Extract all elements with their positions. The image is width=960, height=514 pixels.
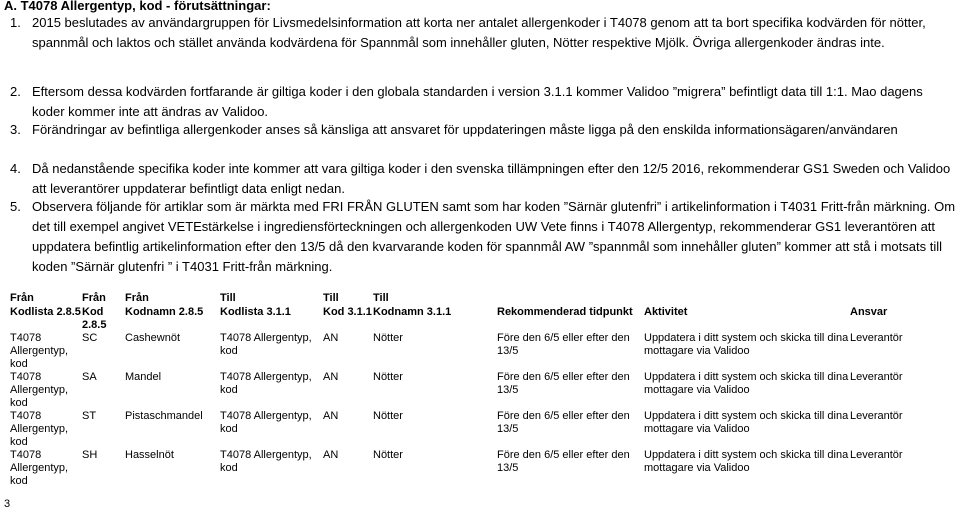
- list-text: Observera följande för artiklar som är märkta med FRI FRÅN GLUTEN samt som har koden ”Särnär glutenfri” i artikelinformation i T4031 Fritt-från märkning. Om det till exempel angivet VETEstärkelse i ingrediensförteckningen och allergenkoden UW Vete finns i T4078 Allergentyp, rekommenderar GS1 leverantören att uppdatera befintlig artikelinformation efter den 13/5 då den kvarvarande koden för spannmål AW ”spannmål som innehåller gluten” kommer att stå i motsats till koden ”Särnär glutenfri ” i T4031 Fritt-från märkning.: [32, 199, 956, 274]
- table-row: [10, 410, 916, 449]
- list-item: [10, 159, 956, 199]
- header-cell: Ansvar: [850, 306, 888, 318]
- table-cell: Hasselnöt: [125, 449, 174, 461]
- header-cell: Kodnamn 3.1.1: [373, 306, 452, 318]
- header-cell: Kod 2.8.5: [82, 306, 107, 331]
- table-row: [10, 449, 916, 488]
- header-cell: Till: [323, 292, 339, 304]
- list-item: [10, 120, 956, 140]
- table-cell: AN: [323, 332, 339, 344]
- table-cell: SH: [82, 449, 98, 461]
- list-item: [10, 197, 956, 277]
- header-cell: [644, 292, 850, 306]
- table-cell: Nötter: [373, 410, 403, 422]
- table-cell: Nötter: [373, 449, 403, 461]
- header-cell: Rekommenderad tidpunkt: [497, 306, 633, 318]
- table-cell: Uppdatera i ditt system och skicka till dina mottagare via Validoo: [644, 449, 849, 474]
- header-cell: [850, 292, 916, 306]
- list-text: Eftersom dessa kodvärden fortfarande är giltiga koder i den globala standarden i version 3.1.1 kommer Validoo ”migrera” befintligt data till 1:1. Mao dagens koder kommer inte att ändras av Validoo.: [32, 84, 923, 119]
- section-heading: A. T4078 Allergentyp, kod - förutsättningar:: [4, 0, 271, 13]
- list-number: 2.: [10, 84, 21, 99]
- list-text: Då nedanstående specifika koder inte kommer att vara giltiga koder i den svenska tillämpningen efter den 12/5 2016, rekommenderar GS1 Sweden och Validoo att leverantörer uppdaterar befintligt data enligt nedan.: [32, 161, 951, 196]
- table-cell: SC: [82, 332, 98, 344]
- table-cell: T4078 Allergentyp, kod: [10, 449, 69, 487]
- table-cell: T4078 Allergentyp, kod: [10, 410, 69, 448]
- table-cell: Leverantör: [850, 449, 903, 461]
- table-cell: T4078 Allergentyp, kod: [10, 332, 69, 370]
- header-cell: Från: [82, 292, 106, 304]
- table-cell: Leverantör: [850, 371, 903, 383]
- table-cell: T4078 Allergentyp, kod: [220, 449, 312, 474]
- header-cell: Kodlista 2.8.5: [10, 306, 81, 318]
- header-cell: Kodnamn 2.8.5: [125, 306, 204, 318]
- table-cell: Pistaschmandel: [125, 410, 203, 422]
- page-number: 3: [4, 498, 11, 510]
- list-number: 4.: [10, 161, 21, 176]
- table-cell: Mandel: [125, 371, 162, 383]
- header-cell: [497, 292, 644, 306]
- table-cell: T4078 Allergentyp, kod: [220, 410, 312, 435]
- table-cell: Nötter: [373, 371, 403, 383]
- table-cell: AN: [323, 410, 339, 422]
- header-cell: Till: [373, 292, 389, 304]
- list-text: 2015 beslutades av användargruppen för Livsmedelsinformation att korta ner antalet allergenkoder i T4078 genom att ta bort specifika kodvärden för nötter, spannmål och laktos och stället använda kodvärdena för Spannmål som innehåller gluten, Nötter respektive Mjölk. Övriga allergenkoder ändras inte.: [32, 15, 926, 50]
- table-cell: Cashewnöt: [125, 332, 181, 344]
- list-item: [10, 82, 956, 122]
- table-header-row: [10, 306, 916, 332]
- table-cell: ST: [82, 410, 97, 422]
- table-cell: AN: [323, 449, 339, 461]
- list-text: Förändringar av befintliga allergenkoder anses så känsliga att ansvaret för uppdateringen måste ligga på den enskilda informationsägaren/användaren: [32, 122, 898, 137]
- allergen-mapping-table: [10, 292, 916, 488]
- table-cell: AN: [323, 371, 339, 383]
- table-header-row: [10, 292, 916, 306]
- table-cell: T4078 Allergentyp, kod: [220, 371, 312, 396]
- header-cell: Kodlista 3.1.1: [220, 306, 291, 318]
- table-cell: T4078 Allergentyp, kod: [220, 332, 312, 357]
- header-cell: Från: [10, 292, 34, 304]
- table-cell: Före den 6/5 eller efter den 13/5: [497, 449, 630, 474]
- table-cell: Leverantör: [850, 332, 903, 344]
- table-cell: Uppdatera i ditt system och skicka till dina mottagare via Validoo: [644, 410, 849, 435]
- table-cell: Uppdatera i ditt system och skicka till dina mottagare via Validoo: [644, 332, 849, 357]
- list-number: 1.: [10, 15, 21, 30]
- table-cell: T4078 Allergentyp, kod: [10, 371, 69, 409]
- header-cell: Från: [125, 292, 149, 304]
- list-number: 5.: [10, 199, 21, 214]
- header-cell: Till: [220, 292, 236, 304]
- header-cell: Kod 3.1.1: [323, 306, 372, 318]
- header-cell: Aktivitet: [644, 306, 688, 318]
- table-row: [10, 332, 916, 371]
- table-cell: Nötter: [373, 332, 403, 344]
- table-cell: Före den 6/5 eller efter den 13/5: [497, 371, 630, 396]
- table-row: [10, 371, 916, 410]
- list-item: [10, 13, 956, 53]
- table-cell: SA: [82, 371, 97, 383]
- table-cell: Uppdatera i ditt system och skicka till dina mottagare via Validoo: [644, 371, 849, 396]
- list-number: 3.: [10, 122, 21, 137]
- table-cell: Före den 6/5 eller efter den 13/5: [497, 332, 630, 357]
- table-cell: Före den 6/5 eller efter den 13/5: [497, 410, 630, 435]
- table-cell: Leverantör: [850, 410, 903, 422]
